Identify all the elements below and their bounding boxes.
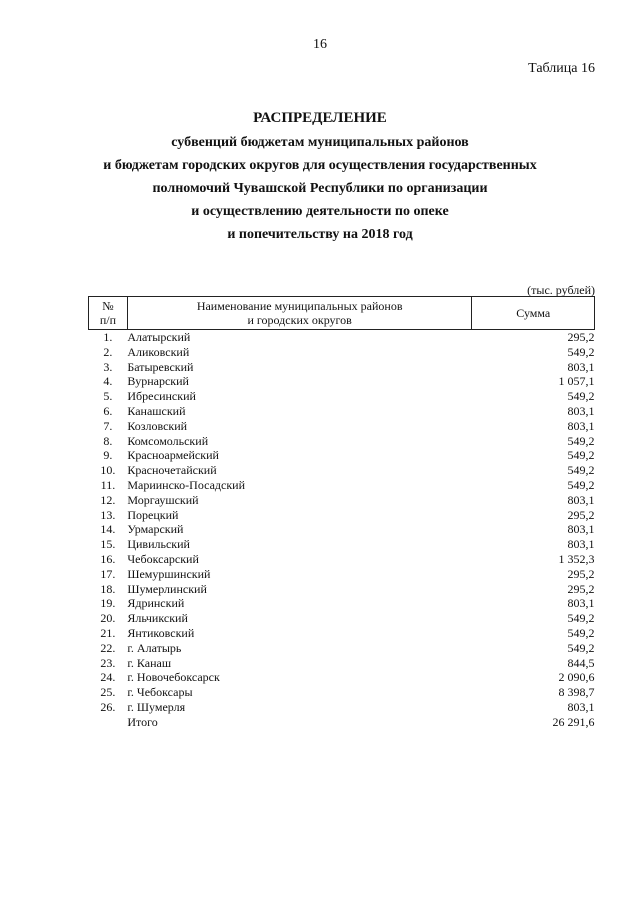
- row-number: 20.: [100, 611, 116, 626]
- row-sum: 295,2: [567, 330, 595, 344]
- table-row: [89, 374, 595, 389]
- row-sum: 549,2: [567, 625, 595, 640]
- row-sum: 1 057,1: [558, 374, 595, 389]
- row-name: Вурнарский: [127, 374, 189, 389]
- title-line: и попечительству на 2018 год: [227, 227, 413, 242]
- table-row: [89, 330, 595, 345]
- header-name-line2: и городских округов: [247, 313, 352, 327]
- row-name: г. Канаш: [127, 655, 172, 670]
- table-header-row: [89, 297, 595, 330]
- table-row: [89, 463, 595, 478]
- row-number: 3.: [103, 359, 113, 374]
- row-number: 18.: [100, 581, 116, 596]
- table-row: [89, 478, 595, 493]
- title-line: полномочий Чувашской Республики по организации: [152, 181, 488, 196]
- row-number: 21.: [100, 625, 116, 640]
- table-row: [89, 552, 595, 567]
- table-total-row: [89, 715, 595, 730]
- row-number: 15.: [100, 537, 116, 552]
- row-number: 7.: [103, 418, 113, 433]
- table-row: [89, 345, 595, 360]
- row-name: Канашский: [127, 403, 186, 418]
- row-sum: 295,2: [567, 581, 595, 596]
- row-number: 14.: [100, 522, 116, 537]
- row-number: 26.: [100, 699, 116, 714]
- row-sum: 295,2: [567, 507, 595, 522]
- row-name: Аликовский: [127, 344, 190, 359]
- row-sum: 549,2: [567, 344, 595, 359]
- header-sum: Сумма: [472, 297, 595, 330]
- title-line: и осуществлению деятельности по опеке: [191, 204, 449, 219]
- table-row: [89, 434, 595, 449]
- title-line: и бюджетам городских округов для осуществления государственных: [103, 158, 537, 173]
- table-row: [89, 404, 595, 419]
- row-number: 2.: [103, 344, 113, 359]
- table-row: [89, 596, 595, 611]
- table-row: [89, 448, 595, 463]
- row-name: Моргаушский: [127, 492, 199, 507]
- row-sum: 549,2: [567, 433, 595, 448]
- row-name: Красноармейский: [127, 448, 219, 463]
- row-name: Шумерлинский: [127, 581, 207, 596]
- row-name: Янтиковский: [127, 625, 195, 640]
- table-row: [89, 508, 595, 523]
- row-sum: 803,1: [567, 359, 595, 374]
- row-sum: 803,1: [567, 537, 595, 552]
- table-row: [89, 582, 595, 597]
- row-name: Красночетайский: [127, 463, 217, 478]
- row-number: 9.: [103, 448, 113, 463]
- row-sum: 549,2: [567, 611, 595, 626]
- row-sum: 549,2: [567, 463, 595, 478]
- row-name: г. Чебоксары: [127, 685, 193, 700]
- row-number: 12.: [100, 492, 116, 507]
- row-number: 25.: [100, 685, 116, 700]
- header-number-line2: п/п: [99, 313, 117, 327]
- row-number: 11.: [100, 477, 116, 492]
- row-name: Чебоксарский: [127, 551, 199, 566]
- row-sum: 803,1: [567, 699, 595, 714]
- header-name-line1: Наименование муниципальных районов: [196, 299, 403, 313]
- table-row: [89, 656, 595, 671]
- table-row: [89, 641, 595, 656]
- row-sum: 803,1: [567, 418, 595, 433]
- row-number: 16.: [100, 551, 116, 566]
- table-body: [89, 330, 595, 730]
- title-main: РАСПРЕДЕЛЕНИЕ: [253, 110, 387, 126]
- row-number: 1.: [103, 330, 113, 344]
- row-sum: 549,2: [567, 389, 595, 404]
- row-name: Шемуршинский: [127, 566, 211, 581]
- row-name: Цивильский: [127, 537, 190, 552]
- table-row: [89, 419, 595, 434]
- row-sum: 803,1: [567, 492, 595, 507]
- row-sum: 295,2: [567, 566, 595, 581]
- row-sum: 803,1: [567, 596, 595, 611]
- subvention-table: [88, 296, 595, 730]
- row-sum: 8 398,7: [558, 685, 595, 700]
- row-number: 17.: [100, 566, 116, 581]
- row-sum: 549,2: [567, 640, 595, 655]
- document-title: [60, 108, 580, 246]
- row-name: Алатырский: [127, 330, 191, 344]
- row-name: Козловский: [127, 418, 188, 433]
- table-row: [89, 626, 595, 641]
- row-name: Порецкий: [127, 507, 179, 522]
- row-number: 22.: [100, 640, 116, 655]
- row-number: 4.: [103, 374, 113, 389]
- row-name: Комсомольский: [127, 433, 209, 448]
- table-row: [89, 700, 595, 715]
- total-number: [89, 715, 128, 730]
- table-label: Таблица 16: [528, 61, 595, 76]
- table-row: [89, 537, 595, 552]
- table-row: [89, 493, 595, 508]
- table-row: [89, 567, 595, 582]
- table-row: [89, 685, 595, 700]
- row-sum: 803,1: [567, 522, 595, 537]
- total-label: Итого: [127, 714, 158, 729]
- row-number: 6.: [103, 403, 113, 418]
- row-number: 19.: [100, 596, 116, 611]
- row-name: г. Шумерля: [127, 699, 186, 714]
- row-sum: 1 352,3: [558, 551, 595, 566]
- row-sum: 803,1: [567, 403, 595, 418]
- row-sum: 549,2: [567, 448, 595, 463]
- row-name: Мариинско-Посадский: [127, 477, 246, 492]
- units-note: (тыс. рублей): [527, 283, 595, 297]
- total-sum: 26 291,6: [552, 714, 595, 729]
- table-row: [89, 522, 595, 537]
- row-number: 23.: [100, 655, 116, 670]
- row-sum: 2 090,6: [558, 670, 595, 685]
- row-number: 5.: [103, 389, 113, 404]
- page-number: 16: [313, 37, 327, 52]
- row-name: г. Алатырь: [127, 640, 182, 655]
- title-line: субвенций бюджетам муниципальных районов: [171, 135, 469, 150]
- header-number-line1: №: [102, 299, 114, 313]
- row-sum: 844,5: [567, 655, 595, 670]
- row-name: Ядринский: [127, 596, 185, 611]
- row-name: Батыревский: [127, 359, 194, 374]
- row-number: 13.: [100, 507, 116, 522]
- table-row: [89, 389, 595, 404]
- row-number: 8.: [103, 433, 113, 448]
- row-name: Яльчикский: [127, 611, 188, 626]
- header-number: [89, 297, 128, 330]
- row-number: 24.: [100, 670, 116, 685]
- row-name: Ибресинский: [127, 389, 196, 404]
- row-sum: 549,2: [567, 477, 595, 492]
- header-name: [127, 297, 472, 330]
- table-row: [89, 360, 595, 375]
- row-number: 10.: [100, 463, 116, 478]
- table-row: [89, 670, 595, 685]
- row-name: г. Новочебоксарск: [127, 670, 220, 685]
- table-row: [89, 611, 595, 626]
- row-name: Урмарский: [127, 522, 184, 537]
